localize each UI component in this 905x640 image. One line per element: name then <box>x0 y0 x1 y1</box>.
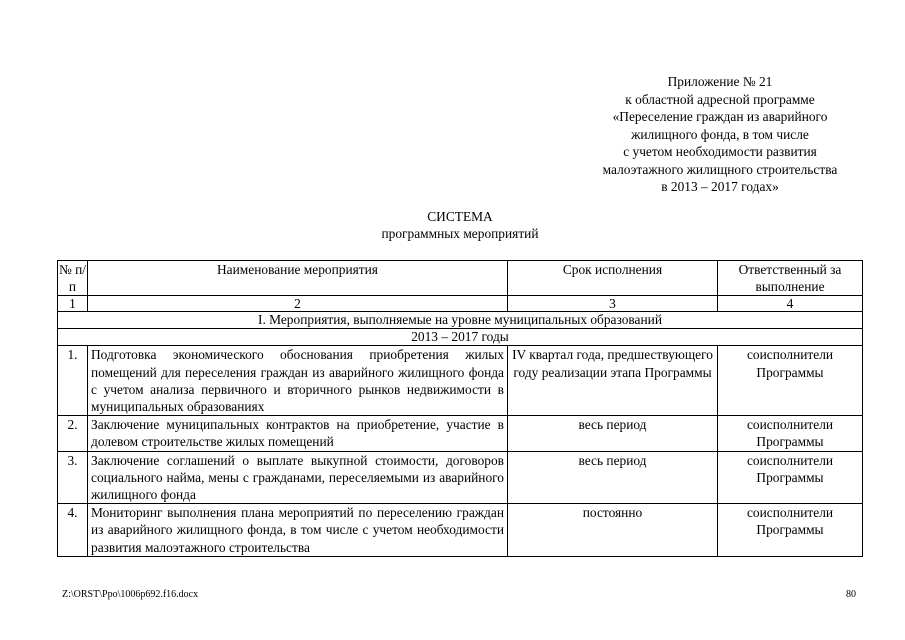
row-resp: соисполнители Программы <box>718 416 863 451</box>
row-term: постоянно <box>508 504 718 557</box>
row-num: 4. <box>58 504 88 557</box>
appendix-line: с учетом необходимости развития <box>623 144 817 159</box>
row-resp: соисполнители Программы <box>718 346 863 416</box>
row-num: 3. <box>58 451 88 504</box>
table-row <box>58 504 863 557</box>
column-number-row <box>58 296 863 312</box>
file-path: Z:\ORST\Ppo\1006p692.f16.docx <box>62 589 199 600</box>
period-row <box>58 329 863 346</box>
title-sub: программных мероприятий <box>381 226 539 241</box>
row-num: 1. <box>58 346 88 416</box>
row-term: IV квартал года, предшествующего году реализации этапа Программы <box>508 346 718 416</box>
row-name: Заключение соглашений о выплате выкупной стоимости, договоров социального найма, мены с гражданами, переселяемыми из аварийного жилищного фонда <box>88 451 508 504</box>
document-title <box>300 208 620 242</box>
title-main: СИСТЕМА <box>427 209 493 224</box>
appendix-line: к областной адресной программе <box>625 91 815 107</box>
appendix-header <box>560 73 880 196</box>
row-name: Подготовка экономического обоснования приобретения жилых помещений для переселения граждан из аварийного жилищного фонда с учетом анализа первичного и вторичного рынков недвижимости в муниципальных образованиях <box>88 346 508 416</box>
header-num: № п/п <box>59 262 87 295</box>
table-header-row <box>58 261 863 296</box>
row-resp: соисполнители Программы <box>718 451 863 504</box>
section-title: I. Мероприятия, выполняемые на уровне муниципальных образований <box>58 312 863 329</box>
row-term: весь период <box>508 451 718 504</box>
table-row <box>58 451 863 504</box>
header-resp: Ответственный за выполнение <box>718 261 863 296</box>
period-title: 2013 – 2017 годы <box>58 329 863 346</box>
header-name: Наименование мероприятия <box>88 261 508 296</box>
col-number: 3 <box>508 296 718 312</box>
measures-table <box>57 260 863 557</box>
col-number: 4 <box>718 296 863 312</box>
appendix-line: жилищного фонда, в том числе <box>631 126 809 142</box>
appendix-line: «Переселение граждан из аварийного <box>612 109 828 124</box>
col-number: 1 <box>58 296 88 312</box>
page-number: 80 <box>846 589 856 600</box>
appendix-line: малоэтажного жилищного строительства <box>602 161 838 177</box>
header-term: Срок исполнения <box>508 261 718 296</box>
table-row <box>58 346 863 416</box>
row-name: Заключение муниципальных контрактов на приобретение, участие в долевом строительстве жилых помещений <box>88 416 508 451</box>
row-num: 2. <box>58 416 88 451</box>
row-resp: соисполнители Программы <box>718 504 863 557</box>
row-term: весь период <box>508 416 718 451</box>
table-row <box>58 416 863 451</box>
section-row <box>58 312 863 329</box>
appendix-line: Приложение № 21 <box>667 74 773 89</box>
col-number: 2 <box>88 296 508 312</box>
appendix-line: в 2013 – 2017 годах» <box>661 179 779 194</box>
row-name: Мониторинг выполнения плана мероприятий по переселению граждан из аварийного жилищного фонда, в том числе с учетом необходимости развития малоэтажного строительства <box>88 504 508 557</box>
